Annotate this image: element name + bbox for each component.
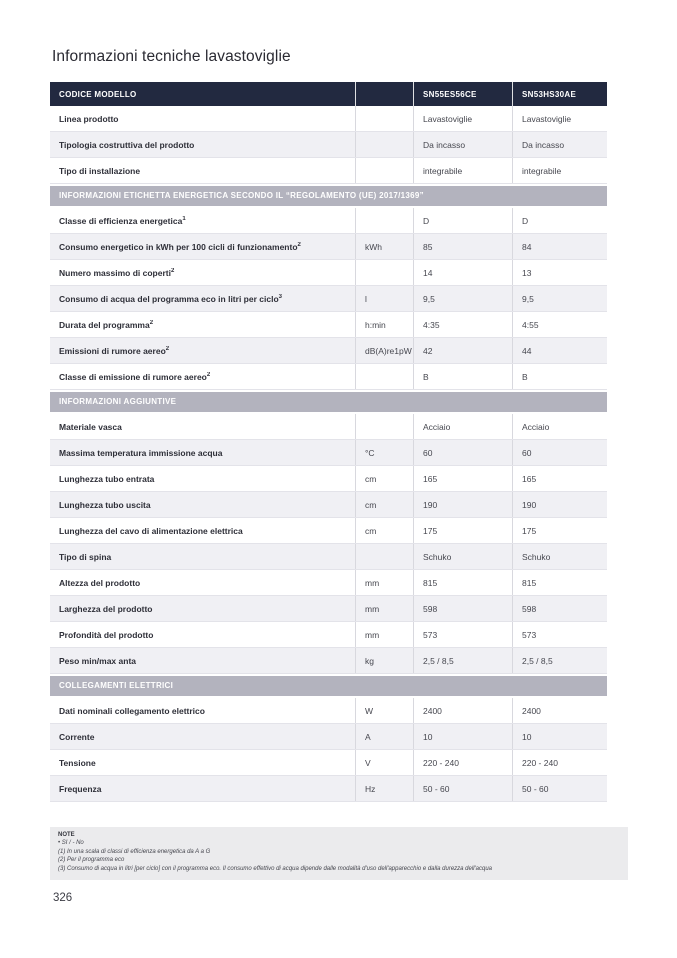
spec-value: 4:55: [512, 312, 607, 337]
note-line: (2) Per il programma eco: [58, 857, 125, 863]
table-row: [50, 596, 607, 622]
spec-label: Lunghezza tubo uscita: [59, 499, 151, 510]
spec-unit: kWh: [355, 234, 413, 259]
spec-value: 175: [413, 518, 512, 543]
table-row: [50, 492, 607, 518]
spec-label: Classe di efficienza energetica$^1$: [59, 215, 186, 226]
spec-label: Frequenza: [59, 783, 102, 794]
spec-value: Acciaio: [512, 414, 607, 439]
spec-value: Schuko: [512, 544, 607, 569]
spec-value: 42: [413, 338, 512, 363]
spec-value: 84: [512, 234, 607, 259]
header-unit-column: [355, 82, 413, 106]
spec-unit: [355, 364, 413, 389]
table-row: [50, 208, 607, 234]
spec-value: 598: [512, 596, 607, 621]
spec-value: 220 - 240: [413, 750, 512, 775]
spec-label: Consumo energetico in kWh per 100 cicli di funzionamento$^2$: [59, 241, 301, 252]
spec-value: 9,5: [413, 286, 512, 311]
spec-value: 2,5 / 8,5: [413, 648, 512, 673]
table-row: [50, 286, 607, 312]
section-header: INFORMAZIONI ETICHETTA ENERGETICA SECONDO IL “REGOLAMENTO (UE) 2017/1369”: [50, 184, 607, 208]
spec-value: Da incasso: [413, 132, 512, 157]
spec-unit: A: [355, 724, 413, 749]
table-row: [50, 750, 607, 776]
spec-value: 2400: [512, 698, 607, 723]
spec-value: 4:35: [413, 312, 512, 337]
spec-value: D: [413, 208, 512, 233]
spec-value: 220 - 240: [512, 750, 607, 775]
table-row: [50, 648, 607, 674]
spec-label: Profondità del prodotto: [59, 629, 154, 640]
note-line: (3) Consumo di acqua in litri [per ciclo] con il programma eco. Il consumo effettivo di acqua dipende dalle modalità d'uso dell'apparecchio e dalla durezza dell'acqua: [58, 865, 493, 872]
page-title: Informazioni tecniche lavastoviglie: [52, 48, 291, 65]
spec-unit: dB(A)re1pW: [355, 338, 413, 363]
spec-label: Tensione: [59, 757, 96, 768]
spec-table: [50, 82, 607, 802]
spec-value: 190: [413, 492, 512, 517]
spec-value: 50 - 60: [413, 776, 512, 801]
spec-value: 50 - 60: [512, 776, 607, 801]
spec-value: 815: [413, 570, 512, 595]
spec-value: 573: [512, 622, 607, 647]
spec-value: 175: [512, 518, 607, 543]
spec-value: Schuko: [413, 544, 512, 569]
spec-unit: cm: [355, 466, 413, 491]
spec-value: 573: [413, 622, 512, 647]
spec-value: 2400: [413, 698, 512, 723]
spec-value: 815: [512, 570, 607, 595]
table-row: [50, 234, 607, 260]
spec-value: 44: [512, 338, 607, 363]
spec-value: 10: [512, 724, 607, 749]
spec-label: Numero massimo di coperti$^2$: [59, 267, 175, 278]
spec-value: 60: [512, 440, 607, 465]
spec-value: Lavastoviglie: [512, 106, 607, 131]
spec-value: 165: [413, 466, 512, 491]
table-row: [50, 724, 607, 750]
spec-label: Peso min/max anta: [59, 655, 137, 666]
spec-label: Altezza del prodotto: [59, 577, 141, 588]
spec-label: Tipo di spina: [59, 551, 112, 562]
spec-unit: [355, 208, 413, 233]
spec-label: Dati nominali collegamento elettrico: [59, 705, 205, 716]
spec-value: 13: [512, 260, 607, 285]
spec-unit: Hz: [355, 776, 413, 801]
spec-value: Lavastoviglie: [413, 106, 512, 131]
spec-value: Acciaio: [413, 414, 512, 439]
spec-unit: cm: [355, 492, 413, 517]
spec-label: Corrente: [59, 731, 95, 742]
notes-lines: [58, 839, 620, 873]
header-model-1: SN55ES56CE: [413, 82, 512, 106]
table-row: [50, 260, 607, 286]
spec-label: Larghezza del prodotto: [59, 603, 153, 614]
spec-unit: h:min: [355, 312, 413, 337]
table-row: [50, 440, 607, 466]
spec-label: Consumo di acqua del programma eco in litri per ciclo$^3$: [59, 293, 282, 304]
header-model-2: SN53HS30AE: [512, 82, 607, 106]
note-line: (1) In una scala di classi di efficienza energetica da A a G: [58, 848, 211, 855]
spec-unit: [355, 414, 413, 439]
spec-label: Materiale vasca: [59, 421, 122, 432]
table-row: [50, 132, 607, 158]
spec-value: D: [512, 208, 607, 233]
table-row: [50, 312, 607, 338]
section-header: COLLEGAMENTI ELETTRICI: [50, 674, 607, 698]
table-row: [50, 698, 607, 724]
spec-value: integrabile: [512, 158, 607, 183]
spec-label: Emissioni di rumore aereo$^2$: [59, 345, 170, 356]
section-header: INFORMAZIONI AGGIUNTIVE: [50, 390, 607, 414]
spec-value: 165: [512, 466, 607, 491]
page-number: 326: [53, 892, 73, 904]
spec-label: Massima temperatura immissione acqua: [59, 447, 223, 458]
table-row: [50, 466, 607, 492]
table-row: [50, 364, 607, 390]
spec-unit: l: [355, 286, 413, 311]
notes-box: [50, 827, 628, 880]
table-row: [50, 570, 607, 596]
spec-value: B: [512, 364, 607, 389]
table-row: [50, 158, 607, 184]
spec-label: Tipo di installazione: [59, 165, 141, 176]
spec-value: 598: [413, 596, 512, 621]
spec-value: 9,5: [512, 286, 607, 311]
spec-unit: [355, 158, 413, 183]
spec-value: B: [413, 364, 512, 389]
spec-value: 85: [413, 234, 512, 259]
table-row: [50, 776, 607, 802]
spec-unit: cm: [355, 518, 413, 543]
spec-unit: mm: [355, 596, 413, 621]
table-row: [50, 622, 607, 648]
table-row: [50, 414, 607, 440]
spec-table-body: [50, 106, 607, 802]
spec-unit: [355, 544, 413, 569]
spec-unit: mm: [355, 622, 413, 647]
table-row: [50, 544, 607, 570]
spec-value: Da incasso: [512, 132, 607, 157]
spec-unit: V: [355, 750, 413, 775]
spec-unit: mm: [355, 570, 413, 595]
spec-label: Lunghezza tubo entrata: [59, 473, 155, 484]
spec-label: Tipologia costruttiva del prodotto: [59, 139, 195, 150]
spec-value: 14: [413, 260, 512, 285]
spec-label: Classe di emissione di rumore aereo$^2$: [59, 371, 211, 382]
spec-value: 2,5 / 8,5: [512, 648, 607, 673]
spec-value: 10: [413, 724, 512, 749]
header-model-code-label: CODICE MODELLO: [59, 89, 137, 99]
spec-value: integrabile: [413, 158, 512, 183]
spec-label: Durata del programma$^2$: [59, 319, 154, 330]
table-row: [50, 106, 607, 132]
table-row: [50, 518, 607, 544]
table-row: [50, 338, 607, 364]
spec-unit: [355, 260, 413, 285]
spec-unit: [355, 106, 413, 131]
spec-value: 190: [512, 492, 607, 517]
spec-unit: [355, 132, 413, 157]
notes-title: NOTE: [58, 832, 75, 838]
table-header-row: [50, 82, 607, 106]
spec-label: Lunghezza del cavo di alimentazione elettrica: [59, 525, 243, 536]
spec-unit: W: [355, 698, 413, 723]
spec-unit: kg: [355, 648, 413, 673]
spec-label: Linea prodotto: [59, 113, 119, 124]
note-line: • SI / - No: [58, 840, 84, 846]
spec-value: 60: [413, 440, 512, 465]
spec-unit: °C: [355, 440, 413, 465]
